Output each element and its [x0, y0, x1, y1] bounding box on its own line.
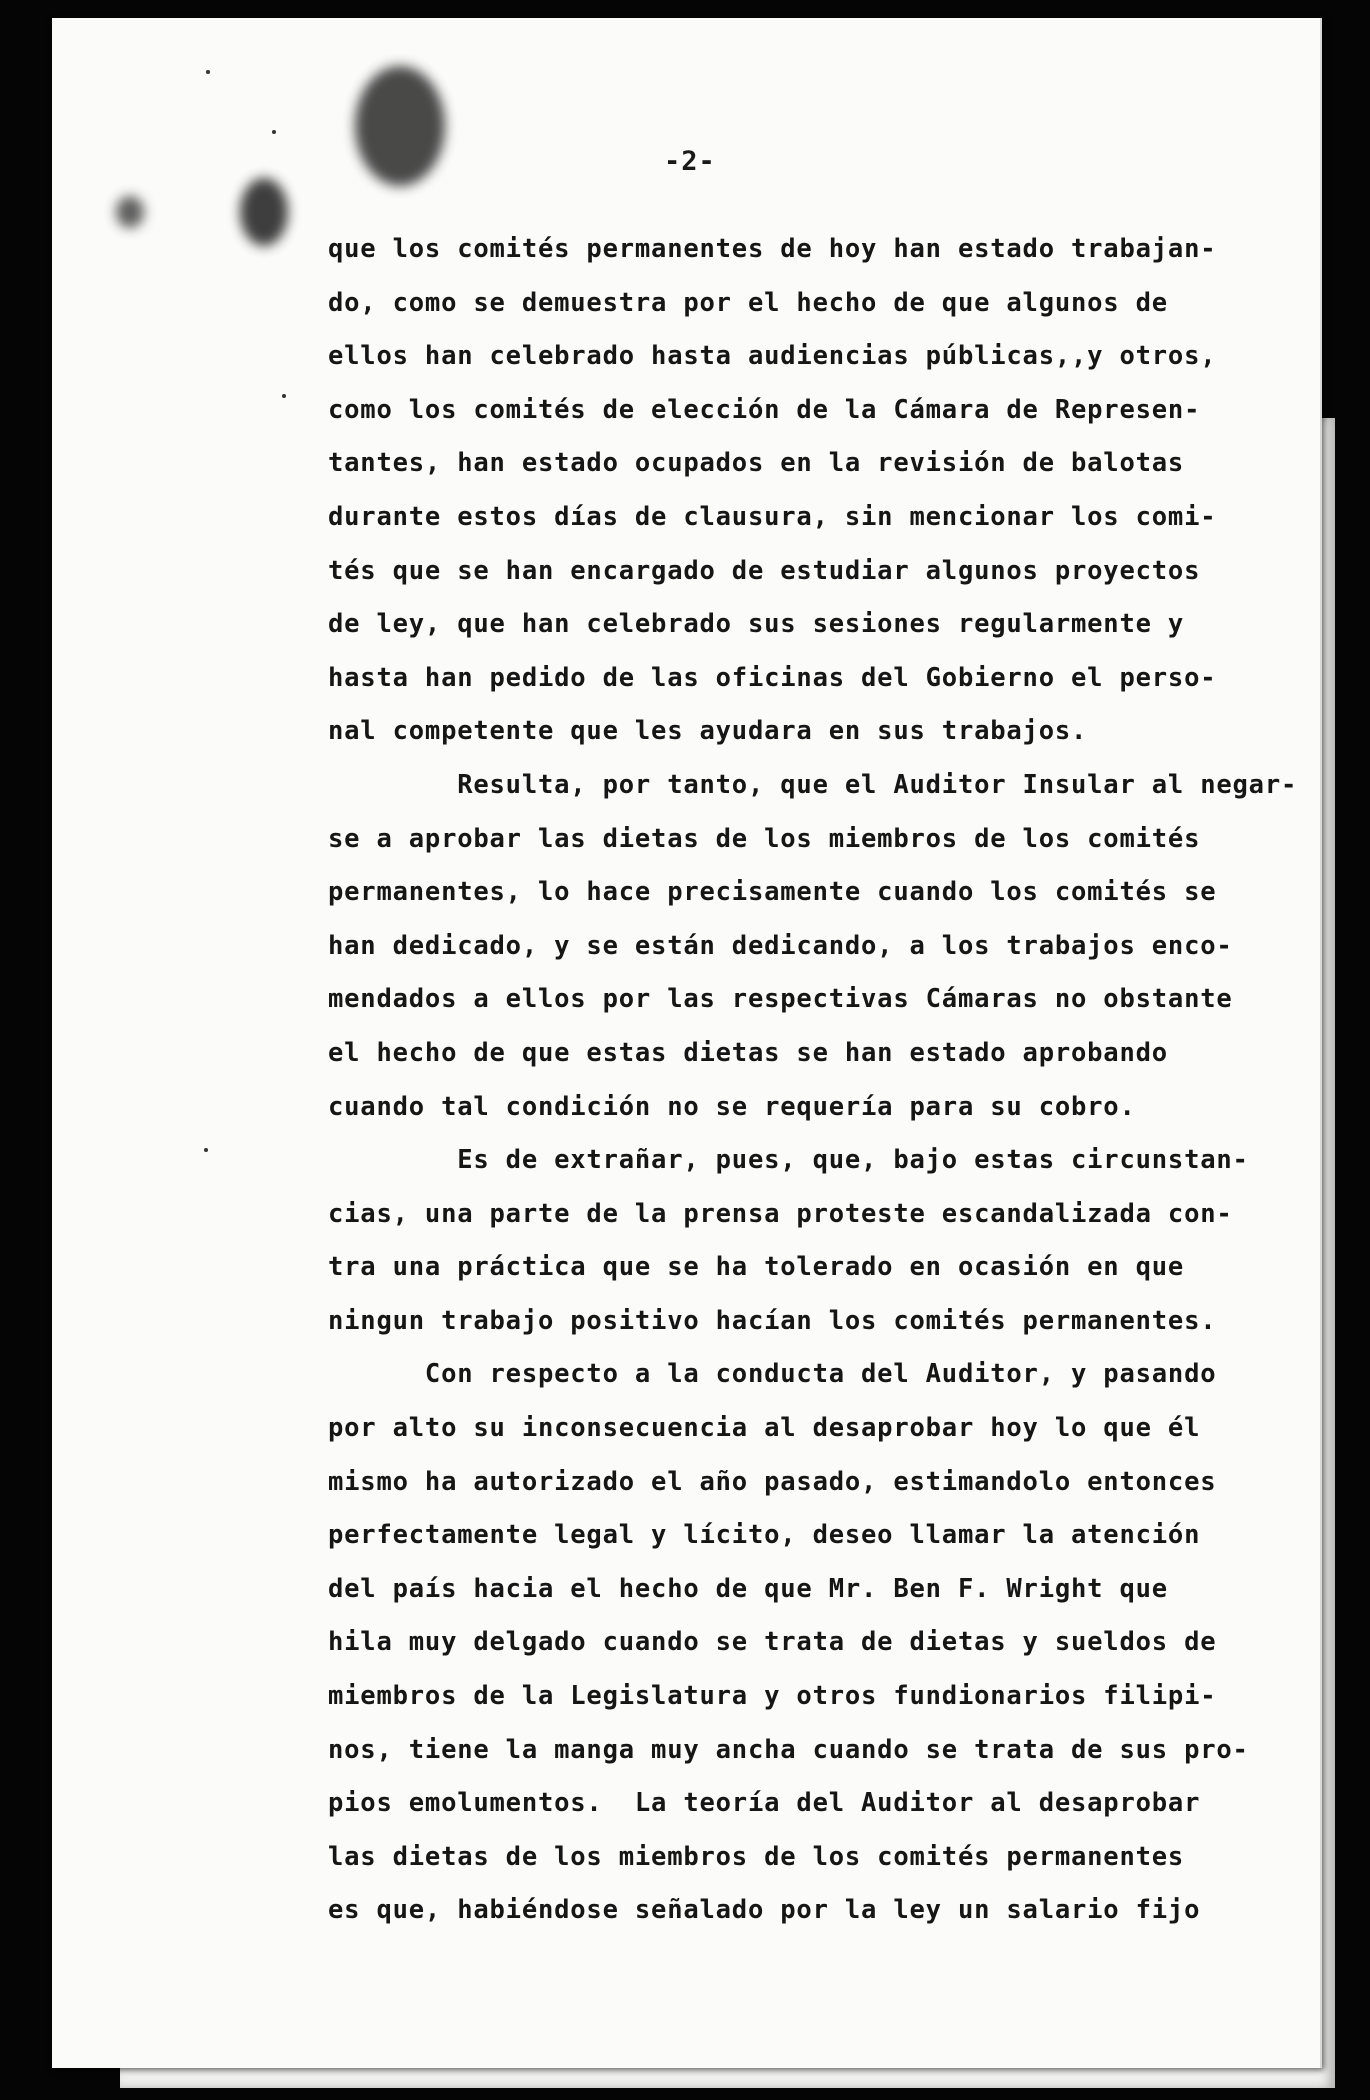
text-line: han dedicado, y se están dedicando, a los trabajos enco-: [328, 930, 1233, 961]
ink-speck: [204, 1148, 208, 1152]
text-line: las dietas de los miembros de los comités permanentes: [328, 1841, 1185, 1872]
text-line: Es de extrañar, pues, que, bajo estas circunstan-: [328, 1145, 1249, 1176]
text-line: hila muy delgado cuando se trata de dietas y sueldos de: [328, 1627, 1217, 1658]
text-line: cias, una parte de la prensa proteste escandalizada con-: [328, 1198, 1233, 1229]
ink-smudge: [240, 178, 288, 246]
text-line: mismo ha autorizado el año pasado, estimandolo entonces: [328, 1466, 1217, 1497]
text-line: que los comités permanentes de hoy han estado trabajan-: [328, 234, 1217, 264]
page-number: -2-: [664, 146, 716, 177]
text-line: perfectamente legal y lícito, deseo llamar la atención: [328, 1520, 1201, 1551]
text-line: por alto su inconsecuencia al desaprobar hoy lo que él: [328, 1413, 1201, 1444]
ink-speck: [282, 394, 286, 398]
ink-smudge: [116, 196, 144, 228]
text-line: cuando tal condición no se requería para su cobro.: [328, 1091, 1136, 1122]
text-line: es que, habiéndose señalado por la ley un salario fijo: [328, 1895, 1201, 1926]
text-line: ningun trabajo positivo hacían los comités permanentes.: [328, 1305, 1217, 1336]
text-line: durante estos días de clausura, sin mencionar los comi-: [328, 501, 1217, 532]
ink-speck: [206, 70, 210, 74]
text-line: nal competente que les ayudara en sus trabajos.: [328, 716, 1088, 747]
text-line: hasta han pedido de las oficinas del Gobierno el perso-: [328, 662, 1217, 693]
text-line: tra una práctica que se ha tolerado en ocasión en que: [328, 1252, 1185, 1283]
text-line: miembros de la Legislatura y otros fundionarios filipi-: [328, 1681, 1217, 1712]
document-body: [328, 223, 1308, 1938]
text-line: de ley, que han celebrado sus sesiones regularmente y: [328, 609, 1185, 640]
text-line: mendados a ellos por las respectivas Cámaras no obstante: [328, 984, 1233, 1015]
ink-speck: [272, 130, 276, 134]
text-line: permanentes, lo hace precisamente cuando los comités se: [328, 877, 1217, 908]
document-page: [52, 18, 1322, 2068]
text-line: el hecho de que estas dietas se han estado aprobando: [328, 1037, 1168, 1068]
text-line: Resulta, por tanto, que el Auditor Insular al negar-: [328, 769, 1298, 800]
text-line: como los comités de elección de la Cámara de Represen-: [328, 394, 1201, 425]
text-line: tantes, han estado ocupados en la revisión de balotas: [328, 448, 1185, 479]
text-line: do, como se demuestra por el hecho de que algunos de: [328, 287, 1168, 318]
text-line: tés que se han encargado de estudiar algunos proyectos: [328, 555, 1201, 586]
text-line: del país hacia el hecho de que Mr. Ben F. Wright que: [328, 1573, 1168, 1604]
text-line: se a aprobar las dietas de los miembros de los comités: [328, 823, 1201, 854]
text-line: pios emolumentos. La teoría del Auditor al desaprobar: [328, 1788, 1201, 1819]
text-line: Con respecto a la conducta del Auditor, y pasando: [328, 1359, 1217, 1390]
text-line: ellos han celebrado hasta audiencias públicas,,y otros,: [328, 341, 1217, 372]
text-line: nos, tiene la manga muy ancha cuando se trata de sus pro-: [328, 1734, 1249, 1765]
ink-smudge: [355, 66, 445, 186]
